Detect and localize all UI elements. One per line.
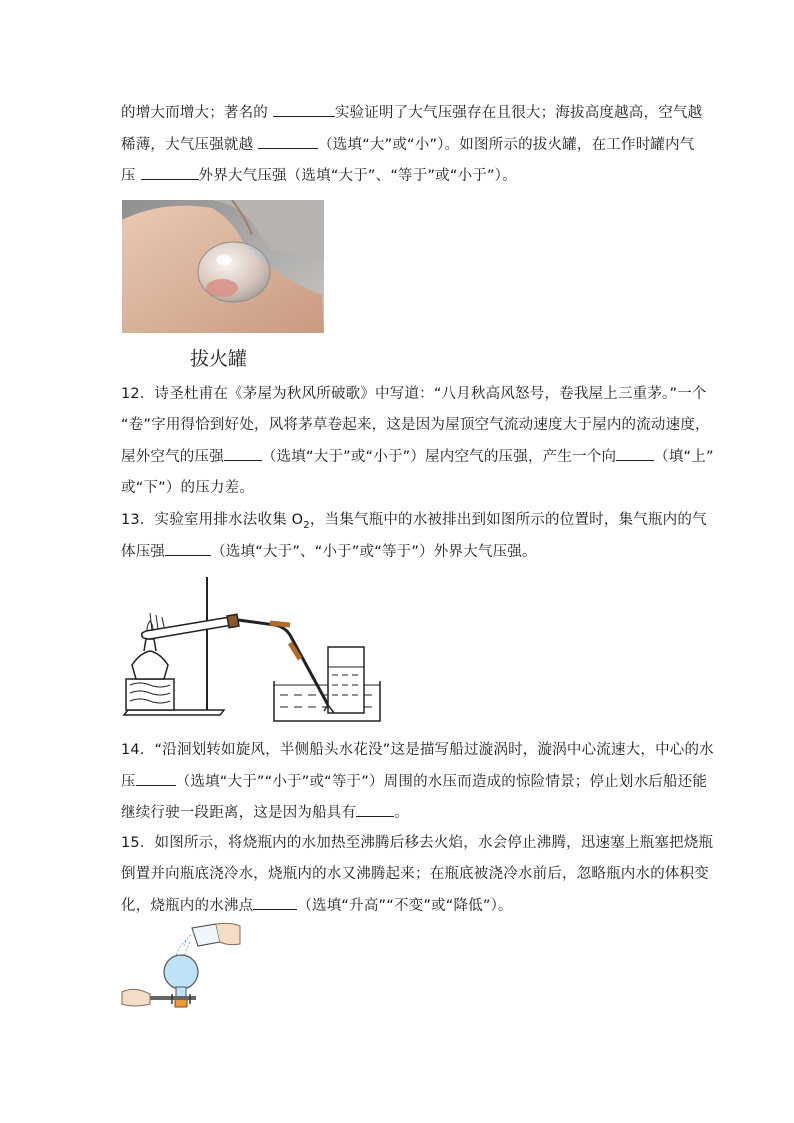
answer-blank	[136, 771, 176, 786]
q13-line-2	[121, 541, 701, 562]
text: 压	[121, 774, 136, 790]
q14-line-3	[121, 802, 701, 823]
answer-blank	[141, 165, 199, 180]
answer-blank	[165, 541, 211, 556]
text: 稀薄，大气压强就越	[121, 137, 259, 153]
subscript: 2	[303, 519, 310, 531]
answer-blank	[224, 446, 262, 461]
cupping-photo	[122, 200, 324, 333]
answer-blank	[258, 134, 318, 149]
q15-line-3	[121, 895, 701, 916]
text: 化，烧瓶内的水沸点	[121, 898, 254, 914]
text: （选填“大”或“小”）。如图所示的拔火罐，在工作时罐内气	[318, 137, 695, 153]
text: （填“上”	[654, 449, 714, 465]
q12-line-4: 或“下”）的压力差。	[121, 480, 255, 496]
text: （选填“大于”、“小于”或“等于”）外界大气压强。	[211, 544, 537, 560]
text: （选填“大于”“小于”或“等于”）周围的水压而造成的惊险情景；停止划水后船还能	[175, 774, 708, 790]
q15-line-2: 倒置并向瓶底浇冷水，烧瓶内的水又沸腾起来；在瓶底被浇冷水前后，忽略瓶内水的体积变	[121, 866, 709, 882]
q14-line-2	[121, 771, 708, 792]
text: 屋外空气的压强	[121, 449, 224, 465]
q11-line-3	[121, 165, 701, 186]
answer-blank	[616, 446, 654, 461]
text: 13．实验室用排水法收集 O	[121, 512, 304, 528]
answer-blank	[253, 895, 297, 910]
text: 外界大气压强（选填“大于”、“等于”或“小于”）。	[198, 168, 517, 184]
text: 体压强	[121, 544, 166, 560]
q11-line-1	[121, 102, 701, 123]
text: 的增大而增大；著名的	[121, 105, 273, 121]
gas-collection-diagram	[120, 573, 390, 723]
text: ，当集气瓶中的水被排出到如图所示的位置时，集气瓶内的气	[309, 512, 707, 528]
q11-line-2	[121, 134, 701, 155]
text: 压	[121, 168, 141, 184]
q12-line-3	[121, 446, 714, 467]
text: 继续行驶一段距离，这是因为船具有	[121, 805, 357, 821]
answer-blank	[273, 102, 335, 117]
q12-line-2: “卷”字用得恰到好处，风将茅草卷起来，这是因为屋顶空气流动速度大于屋内的流动速度，	[121, 417, 710, 433]
text: （选填“升高”“不变”或“降低”）。	[297, 898, 513, 914]
q12-line-1: 12．诗圣杜甫在《茅屋为秋风所破歌》中写道：“八月秋高风怒号，卷我屋上三重茅。”一个	[121, 386, 707, 402]
cupping-caption: 拔火罐	[190, 348, 248, 370]
answer-blank	[356, 802, 394, 817]
q15-line-1: 15．如图所示，将烧瓶内的水加热至沸腾后移去火焰，水会停止沸腾，迅速塞上瓶塞把烧瓶	[121, 835, 714, 851]
text: 。	[394, 805, 409, 821]
flask-diagram	[120, 920, 242, 1015]
q14-line-1: 14．“沿洄划转如旋风，半侧船头水花没”这是描写船过漩涡时，漩涡中心流速大，中心的水	[121, 742, 714, 758]
text: 实验证明了大气压强存在且很大；海拔高度越高，空气越	[334, 105, 703, 121]
q13-line-1	[121, 510, 707, 536]
text: （选填“大于”或“小于”）屋内空气的压强，产生一个向	[261, 449, 617, 465]
